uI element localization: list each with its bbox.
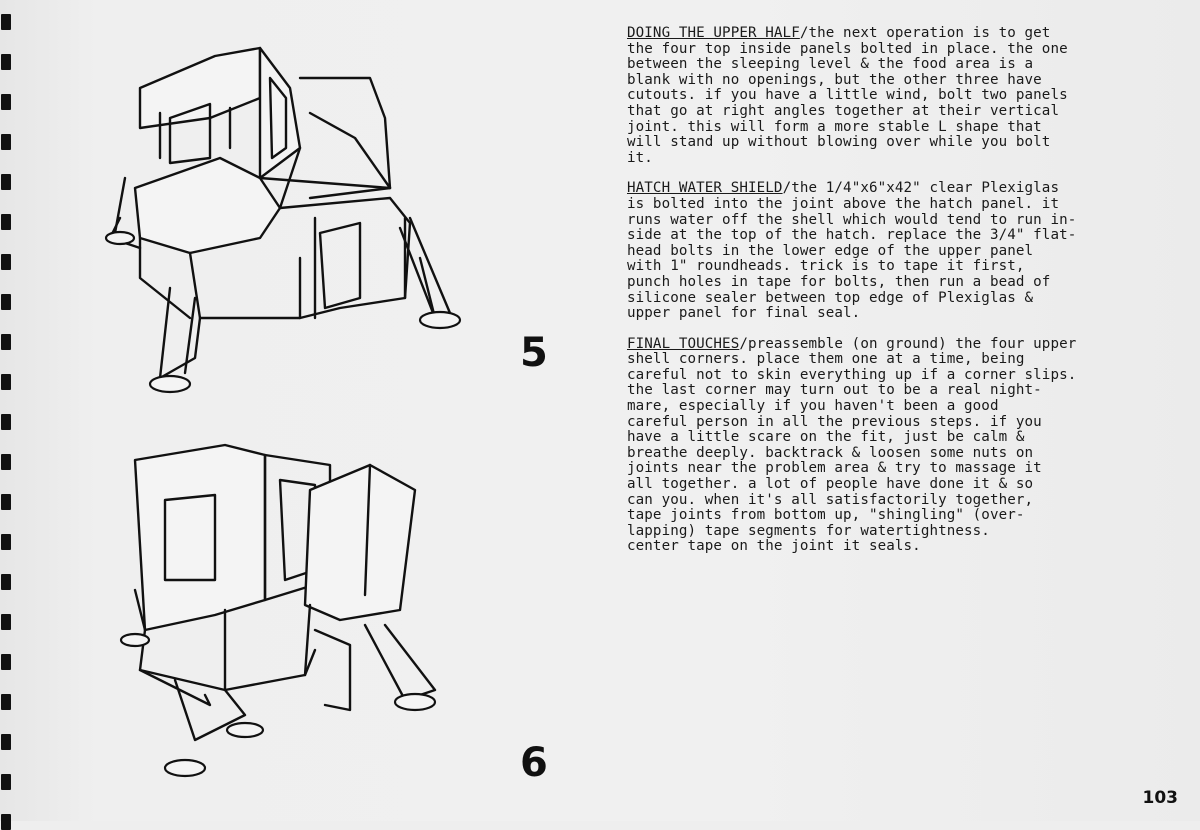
binding-hole [1,14,11,30]
binding-hole [1,454,11,470]
instruction-text [627,26,1117,570]
binding-hole [1,574,11,590]
section-body: /the next operation is to get the four top inside panels bolted in place. the one between the sleeping level & the food area is a blank with no openings, but the other three have cutouts. if you have a little wind, bolt two panels that go at right angles together at their vertical joint. this will form a more stable L shape that will stand up without blowing over while you bolt it. [627,25,1068,166]
binding-hole [1,774,11,790]
spiral-binding [0,0,14,821]
binding-hole [1,814,11,830]
binding-hole [1,614,11,630]
section-heading: HATCH WATER SHIELD [627,180,783,197]
binding-hole [1,294,11,310]
figure-number-6: 6 [520,740,548,786]
binding-hole [1,414,11,430]
figure-number-5: 5 [520,330,548,376]
binding-hole [1,334,11,350]
binding-hole [1,494,11,510]
page-number: 103 [1142,788,1178,808]
lunar-module-upper-half-illustration [100,18,500,403]
section-upper-half [627,26,1117,166]
binding-hole [1,94,11,110]
section-hatch-water-shield [627,181,1117,321]
binding-hole [1,534,11,550]
binding-hole [1,254,11,270]
section-body: /the 1/4"x6"x42" clear Plexiglas is bolted into the joint above the hatch panel. it runs water off the shell which would tend to run in- side at the top of the hatch. replace the 3/4" flat- head bolts in the lower edge of the upper panel with 1" roundheads. trick is to tape it first, punch holes in tape for bolts, then run a bead of silicone sealer between top edge of Plexiglas & upper panel for final seal. [627,180,1077,322]
section-body: /preassemble (on ground) the four upper shell corners. place them one at a time, being careful not to skin everything up if a corner slips. the last corner may turn out to be a real night- mare, especially if you haven't been a good careful person in all the previous steps. if you have a little scare on the fit, just be calm & breathe deeply. backtrack & loosen some nuts on joints near the problem area & try to massage it all together. a lot of people have done it & so can you. when it's all satisfactorily together, tape joints from bottom up, "shingling" (over- lapping) tape segments for watertightness. center tape on the joint it seals. [627,335,1077,555]
binding-hole [1,654,11,670]
binding-hole [1,734,11,750]
binding-hole [1,134,11,150]
lunar-module-corner-illustration [115,440,465,785]
section-heading: FINAL TOUCHES [627,335,740,352]
binding-hole [1,214,11,230]
binding-hole [1,374,11,390]
binding-hole [1,174,11,190]
binding-hole [1,694,11,710]
section-heading: DOING THE UPPER HALF [627,25,800,41]
binding-hole [1,54,11,70]
section-final-touches [627,337,1117,555]
